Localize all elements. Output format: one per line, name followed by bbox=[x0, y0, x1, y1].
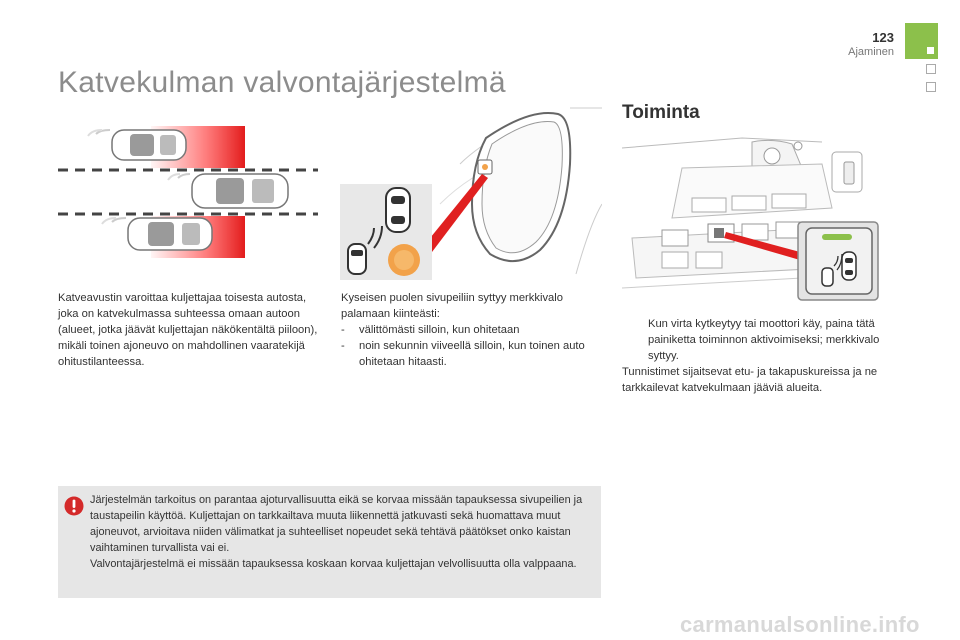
intro-paragraph: Katveavustin varoittaa kuljettajaa toisesta autosta, joka on katvekulmassa suhteessa omaan autoon (alueet, jotka jäävät kuljettajan näkökentältä piiloon), mikäli toinen ajoneuvo on mahdollinen vaaratekijä ohitustilanteessa. bbox=[58, 292, 318, 368]
warning-box bbox=[58, 486, 601, 598]
list-dash: - bbox=[341, 340, 345, 352]
indicator-description bbox=[341, 290, 603, 370]
instruction-item bbox=[622, 316, 884, 364]
dashboard-button-illustration bbox=[622, 128, 882, 308]
list-item bbox=[341, 338, 603, 370]
chapter-tab-empty bbox=[926, 82, 936, 92]
warning-text bbox=[90, 492, 596, 572]
checkbox-bullet-icon bbox=[626, 316, 648, 364]
list-dash: - bbox=[341, 324, 345, 336]
page-title: Katvekulman valvontajärjestelmä bbox=[58, 66, 506, 99]
section-heading: Toiminta bbox=[622, 102, 700, 123]
list-item-text: välittömästi silloin, kun ohitetaan bbox=[359, 324, 520, 336]
chapter-tab-empty bbox=[926, 64, 936, 74]
instruction-text: Kun virta kytkeytyy tai moottori käy, paina tätä painiketta toiminnon aktivoimiseksi; merkkivalo syttyy. bbox=[648, 318, 880, 362]
section-name: Ajaminen bbox=[848, 46, 894, 58]
sensor-note: Tunnistimet sijaitsevat etu- ja takapuskureissa ja ne tarkkailevat katvekulmaan jääviä alueita. bbox=[622, 366, 878, 394]
list-item-text: noin sekunnin viiveellä silloin, kun toinen auto ohitetaan hitaasti. bbox=[359, 340, 585, 368]
warning-paragraph: Valvontajärjestelmä ei missään tapauksessa koskaan korvaa kuljettajan velvollisuutta olla valppaana. bbox=[90, 558, 577, 570]
own-car-icon bbox=[168, 174, 288, 208]
side-mirror-illustration bbox=[340, 104, 602, 280]
footer-watermark: carmanualsonline.info bbox=[680, 612, 920, 637]
chapter-tab-marker bbox=[927, 47, 934, 54]
warning-exclamation-icon bbox=[64, 496, 84, 516]
car-icon bbox=[102, 218, 212, 250]
indicator-light bbox=[822, 234, 852, 240]
blind-spot-zone-illustration bbox=[56, 122, 318, 262]
car-icon bbox=[88, 130, 186, 160]
list-item bbox=[341, 322, 603, 338]
operation-description bbox=[622, 316, 884, 396]
indicator-intro: Kyseisen puolen sivupeiliin syttyy merkkivalo palamaan kiinteästi: bbox=[341, 292, 563, 320]
warning-paragraph: Järjestelmän tarkoitus on parantaa ajoturvallisuutta eikä se korvaa missään tapauksessa sivupeilien ja taustapeilin käyttöä. Kuljettajan on tarkkailtava muuta liikennettä jatkuvasti sekä huomattava muut ajoneuvot, arvioitava niiden välimatkat ja suhteelliset nopeudet sekä tehtävä päätökset onko kaistan vaihtaminen turvallista vai ei. bbox=[90, 494, 583, 554]
page-number: 123 bbox=[872, 30, 894, 45]
chapter-tab bbox=[905, 23, 938, 59]
